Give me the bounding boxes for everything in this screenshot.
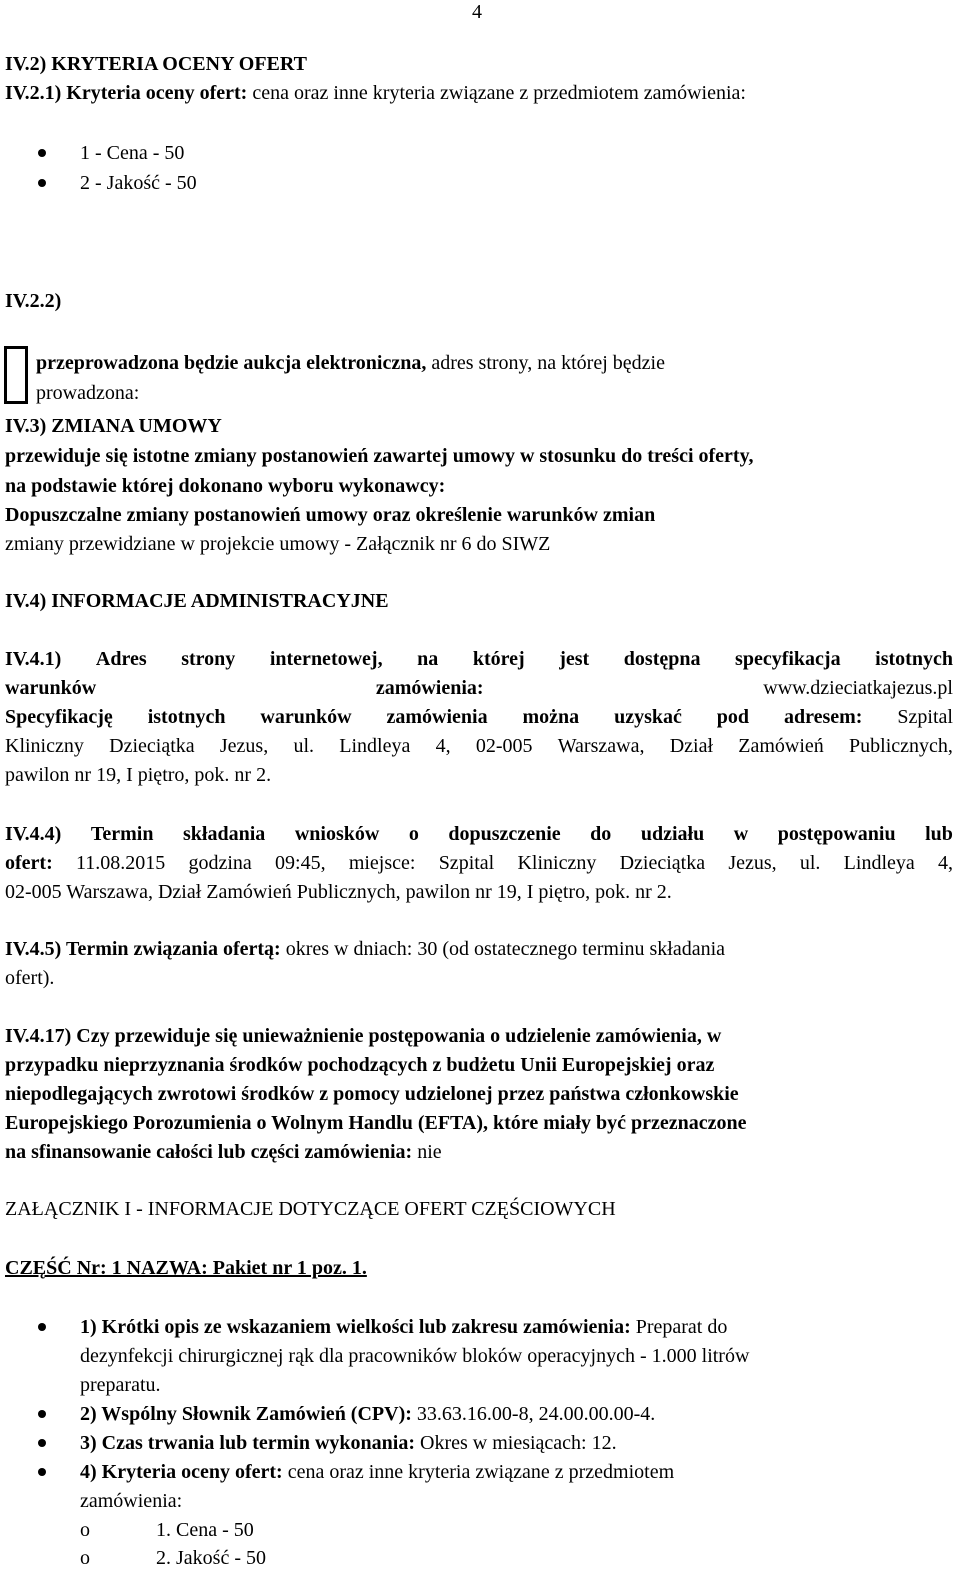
part-item-4-line-2: zamówienia: <box>80 1490 183 1512</box>
criteria-item: 2 - Jakość - 50 <box>80 172 197 194</box>
bullet-dot-icon <box>38 1410 46 1418</box>
part-item-1-line-3: preparatu. <box>80 1374 161 1396</box>
iv41-line-4: Kliniczny Dzieciątka Jezus, ul. Lindleya 4, 02-005 Warszawa, Dział Zamówień Publicznych, <box>5 735 953 757</box>
part-item-3: 3) Czas trwania lub termin wykonania: Okres w miesiącach: 12. <box>80 1432 617 1454</box>
iv41-line-3: Specyfikację istotnych warunków zamówienia można uzyskać pod adresem: Szpital <box>5 706 953 728</box>
iv417-text: na sfinansowanie całości lub części zamówienia: nie <box>5 1141 442 1163</box>
section-iv21: IV.2.1) Kryteria oceny ofert: cena oraz inne kryteria związane z przedmiotem zamówienia: <box>5 82 746 104</box>
annex-title: ZAŁĄCZNIK I - INFORMACJE DOTYCZĄCE OFERT CZĘŚCIOWYCH <box>5 1198 616 1220</box>
auction-line: przeprowadzona będzie aukcja elektroniczna, adres strony, na której będzie <box>36 352 665 374</box>
sub-bullet-icon: o <box>80 1519 90 1541</box>
iv44-line-2: ofert: 11.08.2015 godzina 09:45, miejsce: Szpital Kliniczny Dzieciątka Jezus, ul. Lindleya 4, <box>5 852 953 874</box>
iv41-line-5: pawilon nr 19, I piętro, pok. nr 2. <box>5 764 272 786</box>
iv41-line-1: IV.4.1) Adres strony internetowej, na której jest dostępna specyfikacja istotnych <box>5 648 953 670</box>
sub-bullet-icon: o <box>80 1547 90 1569</box>
section-iv22: IV.2.2) <box>5 290 62 312</box>
criteria-item: 1 - Cena - 50 <box>80 142 185 164</box>
iv417-text: Europejskiego Porozumienia o Wolnym Handlu (EFTA), które miały być przeznaczone <box>5 1112 747 1134</box>
part-item-1: 1) Krótki opis ze wskazaniem wielkości lub zakresu zamówienia: Preparat do <box>80 1316 728 1338</box>
iv417-text: niepodlegających zwrotowi środków z pomocy udzielonej przez państwa członkowskie <box>5 1083 739 1105</box>
iv41-line-2: warunków zamówienia: www.dzieciatkajezus.pl <box>5 677 953 699</box>
checkbox-icon <box>4 346 28 404</box>
section-iv4-heading: IV.4) INFORMACJE ADMINISTRACYJNE <box>5 590 389 612</box>
iv417-text: IV.4.17) Czy przewiduje się unieważnienie postępowania o udzielenie zamówienia, w <box>5 1025 722 1047</box>
part-item-2: 2) Wspólny Słownik Zamówień (CPV): 33.63.16.00-8, 24.00.00.00-4. <box>80 1403 656 1425</box>
bullet-dot-icon <box>38 1323 46 1331</box>
part-item-1-line-2: dezynfekcji chirurgicznej rąk dla pracowników bloków operacyjnych - 1.000 litrów <box>80 1345 750 1367</box>
sub-criteria-item: 2. Jakość - 50 <box>156 1547 266 1569</box>
iv44-line-3: 02-005 Warszawa, Dział Zamówień Publicznych, pawilon nr 19, I piętro, pok. nr 2. <box>5 881 672 903</box>
page-number: 4 <box>472 1 482 23</box>
iv44-line-1: IV.4.4) Termin składania wniosków o dopuszczenie do udziału w postępowaniu lub <box>5 823 953 845</box>
bullet-dot-icon <box>38 149 46 157</box>
bullet-dot-icon <box>38 1468 46 1476</box>
bullet-dot-icon <box>38 1439 46 1447</box>
iv3-text: przewiduje się istotne zmiany postanowień zawartej umowy w stosunku do treści oferty, <box>5 445 754 467</box>
iv417-text: przypadku nieprzyznania środków pochodzących z budżetu Unii Europejskiej oraz <box>5 1054 715 1076</box>
section-iv3-heading: IV.3) ZMIANA UMOWY <box>5 415 222 437</box>
sub-criteria-item: 1. Cena - 50 <box>156 1519 254 1541</box>
part-title: CZĘŚĆ Nr: 1 NAZWA: Pakiet nr 1 poz. 1. <box>5 1257 367 1279</box>
iv3-text: na podstawie której dokonano wyboru wykonawcy: <box>5 475 446 497</box>
part-item-4: 4) Kryteria oceny ofert: cena oraz inne kryteria związane z przedmiotem <box>80 1461 675 1483</box>
iv3-text: Dopuszczalne zmiany postanowień umowy oraz określenie warunków zmian <box>5 504 656 526</box>
website-url: www.dzieciatkajezus.pl <box>763 677 953 699</box>
bullet-dot-icon <box>38 179 46 187</box>
section-iv2-heading: IV.2) KRYTERIA OCENY OFERT <box>5 53 307 75</box>
iv3-text: zmiany przewidziane w projekcie umowy - Załącznik nr 6 do SIWZ <box>5 533 551 555</box>
auction-line-2: prowadzona: <box>36 382 140 404</box>
iv45-line-2: ofert). <box>5 967 55 989</box>
iv45-line-1: IV.4.5) Termin związania ofertą: okres w dniach: 30 (od ostatecznego terminu składania <box>5 938 726 960</box>
